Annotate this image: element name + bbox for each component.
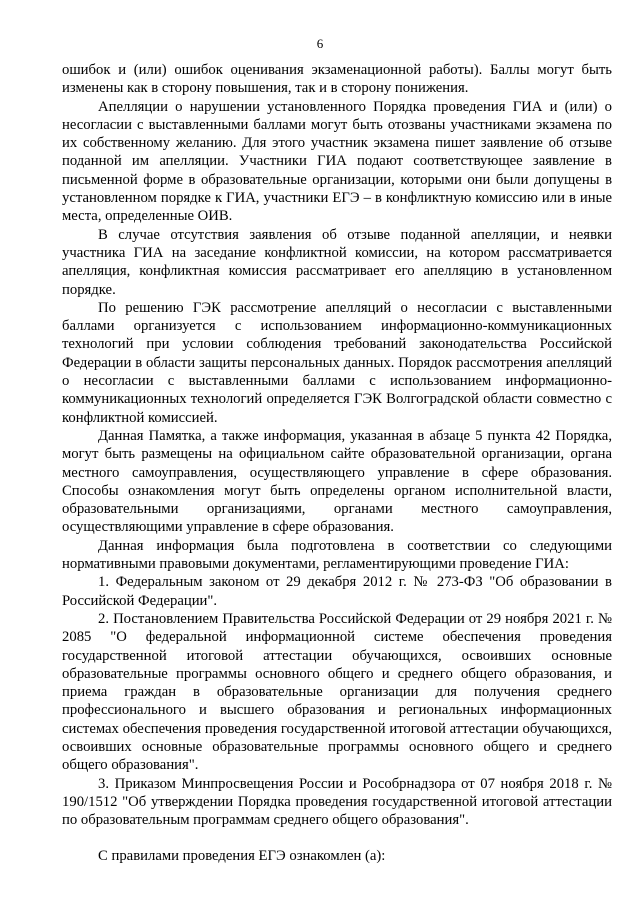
paragraph-appeal-withdrawal: Апелляции о нарушении установленного Порядка проведения ГИА и (или) о несогласии с выставленными баллами могут быть отозваны участниками экзамена по их собственному желанию. Для этого участник экзамена пишет заявление об отзыве поданной им апелляции. Участники ГИА подают соответствующее заявление в письменной форме в образовательные организации, которыми они были допущены в установленном порядке к ГИА, участники ЕГЭ – в конфликтную комиссию или в иные места, определенные ОИВ. bbox=[62, 98, 612, 225]
legal-item-1: 1. Федеральным законом от 29 декабря 2012 г. № 273-ФЗ "Об образовании в Российской Федерации". bbox=[62, 574, 612, 609]
signoff-line: С правилами проведения ЕГЭ ознакомлен (а): bbox=[98, 848, 386, 865]
paragraph-no-withdrawal: В случае отсутствия заявления об отзыве поданной апелляции, и неявки участника ГИА на заседание конфликтной комиссии, на котором рассматривается апелляция, конфликтная комиссия рассматривает его апелляцию в установленном порядке. bbox=[62, 226, 612, 298]
page-number: 6 bbox=[316, 36, 324, 51]
paragraph-score-changes: ошибок и (или) ошибок оценивания экзаменационной работы). Баллы могут быть изменены как в сторону повышения, так и в сторону понижения. bbox=[62, 62, 612, 97]
paragraph-legal-basis-intro: Данная информация была подготовлена в соответствии со следующими нормативными правовыми документами, регламентирующими проведение ГИА: bbox=[62, 537, 612, 573]
paragraph-publication: Данная Памятка, а также информация, указанная в абзаце 5 пункта 42 Порядка, могут быть размещены на официальном сайте образовательной организации, органа местного самоуправления, осуществляющего управление в сфере образования. Способы ознакомления могут быть определены органом исполнительной власти, образовательными организациями, органами местного самоуправления, осуществляющими управление в сфере образования. bbox=[62, 427, 612, 536]
document-body bbox=[62, 61, 612, 866]
legal-item-3: 3. Приказом Минпросвещения России и Рособрнадзора от 07 ноября 2018 г. № 190/1512 "Об утверждении Порядка проведения государственной итоговой аттестации по образовательным программам среднего общего образования". bbox=[62, 775, 612, 829]
paragraph-remote-review: По решению ГЭК рассмотрение апелляций о несогласии с выставленными баллами организуется с использованием информационно-коммуникационных технологий при условии соблюдения требований законодательства Российской Федерации в области защиты персональных данных. Порядок рассмотрения апелляций о несогласии с выставленными баллами с использованием информационно-коммуникационных технологий определяется ГЭК Волгоградской области совместно с конфликтной комиссией. bbox=[62, 299, 612, 426]
blank-line bbox=[62, 829, 612, 847]
legal-item-2: 2. Постановлением Правительства Российской Федерации от 29 ноября 2021 г. № 2085 "О федеральной информационной системе обеспечения проведения государственной итоговой аттестации обучающихся, освоивших основные образовательные программы основного общего и среднего общего образования, и приема граждан в образовательные организации для получения среднего профессионального и высшего образования и региональных информационных системах обеспечения проведения государственной итоговой аттестации обучающихся, освоивших основные образовательные программы основного общего и среднего общего образования". bbox=[62, 610, 612, 774]
